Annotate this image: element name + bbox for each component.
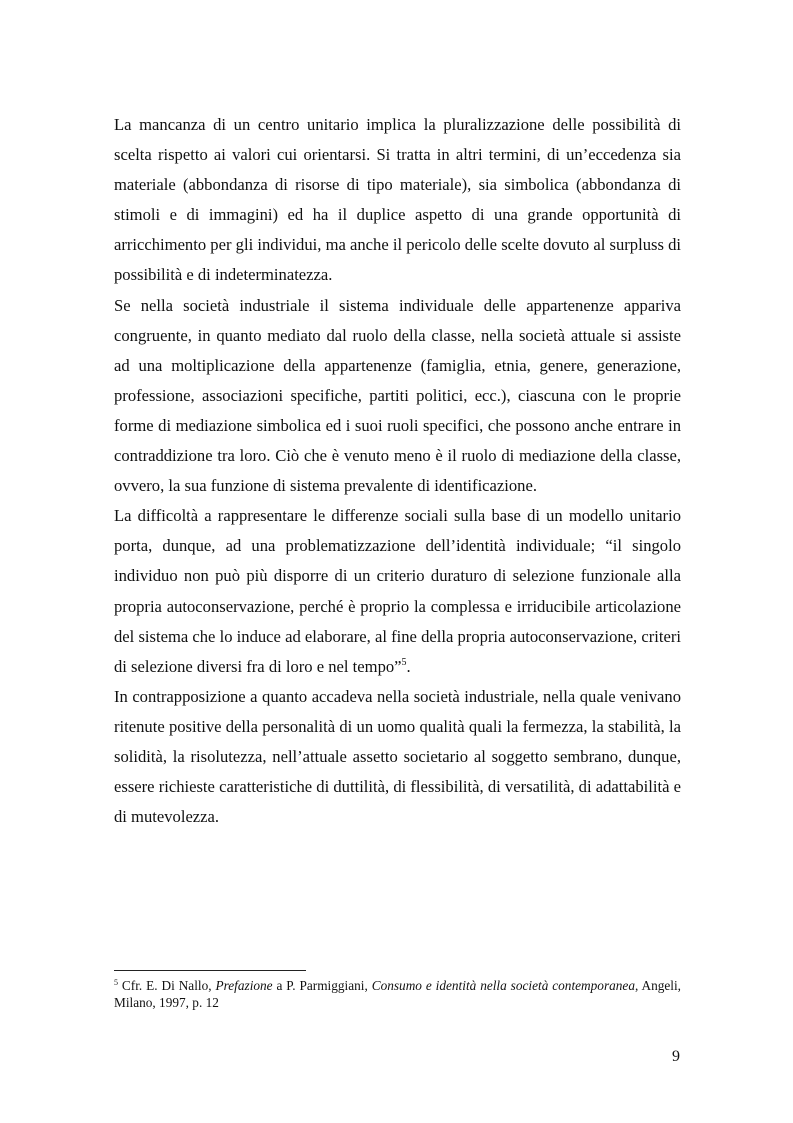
paragraph-3-text: La difficoltà a rappresentare le differenze sociali sulla base di un modello unitario porta, dunque, ad una problematizzazione dell’identità individuale; “il singolo individuo non può più disporre di un criterio duraturo di selezione funzionale alla propria autoconservazione, perché è proprio la complessa e irriducibile articolazione del sistema che lo induce ad elaborare, al fine della propria autoconservazione, criteri di selezione diversi fra di loro e nel tempo”: [114, 506, 681, 676]
footnote-title-1: Prefazione: [215, 978, 273, 993]
footnote-number: 5: [114, 978, 118, 987]
footnote-text-3: , Angeli, Milano, 1997, p. 12: [114, 978, 681, 1010]
footnote-text-2: a P. Parmiggiani,: [272, 978, 372, 993]
footnote-separator: [114, 970, 306, 971]
footnote-reference[interactable]: 5: [401, 656, 407, 668]
body-text: [114, 110, 681, 832]
paragraph-2: Se nella società industriale il sistema individuale delle appartenenze appariva congruente, in quanto mediato dal ruolo della classe, nella società attuale si assiste ad una moltiplicazione della appartenenze (famiglia, etnia, genere, generazione, professione, associazioni specifiche, partiti politici, ecc.), ciascuna con le proprie forme di mediazione simbolica ed i suoi ruoli specifici, che possono anche entrare in contraddizione tra loro. Ciò che è venuto meno è il ruolo di mediazione della classe, ovvero, la sua funzione di sistema prevalente di identificazione.: [114, 295, 681, 496]
footnote: [114, 977, 681, 1011]
paragraph-1: La mancanza di un centro unitario implica la pluralizzazione delle possibilità di scelta rispetto ai valori cui orientarsi. Si tratta in altri termini, di un’eccedenza sia materiale (abbondanza di risorse di tipo materiale), sia simbolica (abbondanza di stimoli e di immagini) ed ha il duplice aspetto di una grande opportunità di arricchimento per gli individui, ma anche il pericolo delle scelte dovuto al surpluss di possibilità e di indeterminatezza.: [114, 115, 681, 285]
paragraph-4: In contrapposizione a quanto accadeva nella società industriale, nella quale venivano ritenute positive della personalità di un uomo qualità quali la fermezza, la stabilità, la solidità, la risolutezza, nell’attuale assetto societario al soggetto sembrano, dunque, essere richieste caratteristiche di duttilità, di flessibilità, di versatilità, di adattabilità e di mutevolezza.: [114, 686, 681, 827]
paragraph-3-end: .: [406, 656, 411, 676]
page-number: 9: [672, 1048, 680, 1065]
footnote-text-1: Cfr. E. Di Nallo,: [118, 978, 216, 993]
paragraph-3: [114, 501, 681, 682]
footnote-title-2: Consumo e identità nella società contemporanea: [371, 978, 635, 993]
